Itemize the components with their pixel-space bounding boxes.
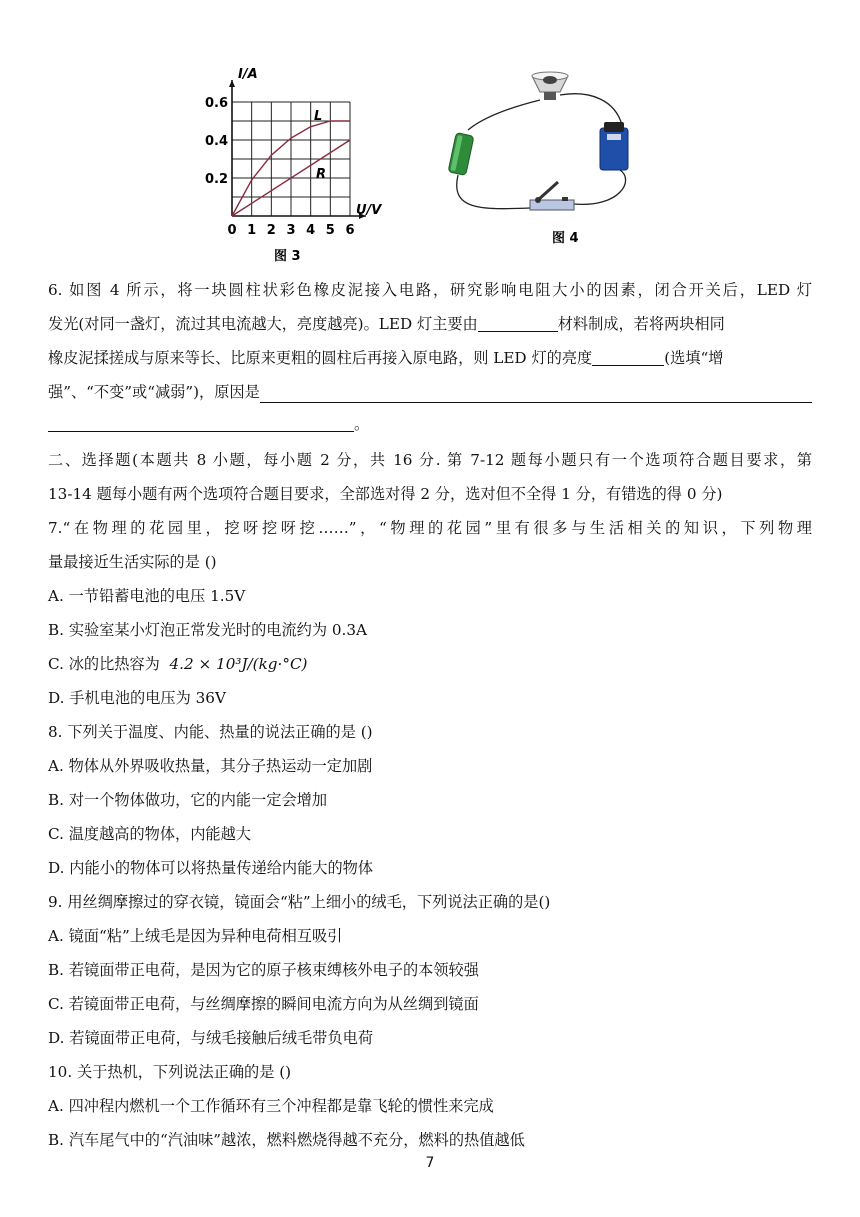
q8-stem: 8. 下列关于温度、内能、热量的说法正确的是 () [48, 723, 373, 741]
q6-line-5 [48, 413, 812, 435]
q6-line-3 [48, 347, 812, 369]
x-tick-label: 6 [345, 223, 355, 238]
circuit-wire [457, 175, 530, 209]
answer-blank-reason-cont[interactable] [48, 415, 354, 432]
q9-option-d: D. 若镜面带正电荷，与绒毛接触后绒毛带负电荷 [48, 1029, 374, 1047]
figure-3-graph [196, 62, 436, 268]
page-number: 7 [425, 1155, 435, 1171]
q6-text: 发光(对同一盏灯，流过其电流越大，亮度越亮)。LED 灯主要由 [48, 315, 478, 333]
figure-3-caption: 图 3 [274, 249, 301, 264]
q7-option-a: A. 一节铅蓄电池的电压 1.5V [48, 587, 246, 605]
q6-line-2 [48, 313, 812, 335]
q8-option-d: D. 内能小的物体可以将热量传递给内能大的物体 [48, 859, 374, 877]
q7-option-c-text: C. 冰的比热容为 [48, 655, 160, 673]
circuit-wire [574, 170, 626, 204]
q8-option-b: B. 对一个物体做功，它的内能一定会增加 [48, 791, 328, 809]
q7-option-d: D. 手机电池的电压为 36V [48, 689, 226, 707]
q8-option-c: C. 温度越高的物体，内能越大 [48, 825, 251, 843]
figure-4-circuit [440, 70, 630, 252]
graph-grid [232, 102, 350, 216]
q7-stem-cont: 量最接近生活实际的是 () [48, 553, 217, 571]
curve-label-L: L [314, 109, 323, 124]
q7-option-b: B. 实验室某小灯泡正常发光时的电流约为 0.3A [48, 621, 367, 639]
q6-text: 材料制成，若将两块相同 [557, 315, 725, 333]
y-axis-label: I/A [238, 67, 258, 82]
battery-icon [600, 122, 628, 170]
q9-option-b: B. 若镜面带正电荷，是因为它的原子核束缚核外电子的本领较强 [48, 961, 479, 979]
q7-option-c [48, 653, 812, 675]
q6-text: 强”、“不变”或“减弱”)，原因是 [48, 383, 260, 401]
q10-option-a: A. 四冲程内燃机一个工作循环有三个冲程都是靠飞轮的惯性来完成 [48, 1097, 494, 1115]
q10-option-b: B. 汽车尾气中的“汽油味”越浓，燃料燃烧得越不充分，燃料的热值越低 [48, 1131, 525, 1149]
q8-option-a: A. 物体从外界吸收热量，其分子热运动一定加剧 [48, 757, 373, 775]
switch-icon [530, 182, 574, 210]
q10-stem: 10. 关于热机，下列说法正确的是 () [48, 1063, 292, 1081]
section-2-heading: 二、选择题(本题共 8 小题，每小题 2 分，共 16 分. 第 7-12 题每小题只有一个选项符合题目要求，第 [48, 451, 812, 469]
y-axis-arrow [229, 80, 235, 87]
x-tick-label: 5 [325, 223, 335, 238]
figure-4-caption: 图 4 [552, 231, 579, 246]
q6-text: 。 [354, 415, 370, 433]
section-2-heading-cont: 13-14 题每小题有两个选项符合题目要求，全部选对得 2 分，选对但不全得 1 分，有错选的得 0 分) [48, 485, 723, 503]
x-tick-label: 3 [286, 223, 296, 238]
answer-blank-reason[interactable] [260, 386, 812, 403]
curve-label-R: R [316, 167, 327, 182]
q6-text: (选填“增 [664, 349, 724, 367]
q6-line-4 [48, 381, 812, 403]
q9-stem: 9. 用丝绸摩擦过的穿衣镜，镜面会“粘”上细小的绒毛，下列说法正确的是() [48, 893, 551, 911]
circuit-wire [560, 94, 622, 125]
q6-line-1: 6. 如图 4 所示，将一块圆柱状彩色橡皮泥接入电路，研究影响电阻大小的因素，闭合开关后，LED 灯 [48, 281, 812, 299]
clay-cylinder-icon [448, 133, 474, 176]
q9-option-a: A. 镜面“粘”上绒毛是因为异种电荷相互吸引 [48, 927, 343, 945]
answer-blank-material[interactable] [478, 315, 558, 332]
x-tick-label: 1 [247, 223, 257, 238]
q7-option-c-formula: 4.2 × 10³J/(kg·°C) [169, 655, 308, 673]
circuit-wire [468, 100, 540, 130]
y-tick-label: 0.6 [204, 96, 228, 111]
q7-stem: 7.“在物理的花园里，挖呀挖呀挖……”，“物理的花园”里有很多与生活相关的知识，下列物理 [48, 519, 812, 537]
x-tick-label: 2 [266, 223, 276, 238]
x-axis-label: U/V [356, 203, 382, 218]
led-lamp-icon [532, 72, 568, 100]
y-tick-label: 0.2 [204, 172, 228, 187]
y-tick-label: 0.4 [204, 134, 228, 149]
q9-option-c: C. 若镜面带正电荷，与丝绸摩擦的瞬间电流方向为从丝绸到镜面 [48, 995, 479, 1013]
q6-text: 橡皮泥揉搓成与原来等长、比原来更粗的圆柱后再接入原电路，则 LED 灯的亮度 [48, 349, 593, 367]
answer-blank-brightness[interactable] [592, 349, 664, 366]
x-tick-label: 0 [227, 223, 237, 238]
graph-axes [229, 80, 366, 219]
x-tick-label: 4 [306, 223, 316, 238]
